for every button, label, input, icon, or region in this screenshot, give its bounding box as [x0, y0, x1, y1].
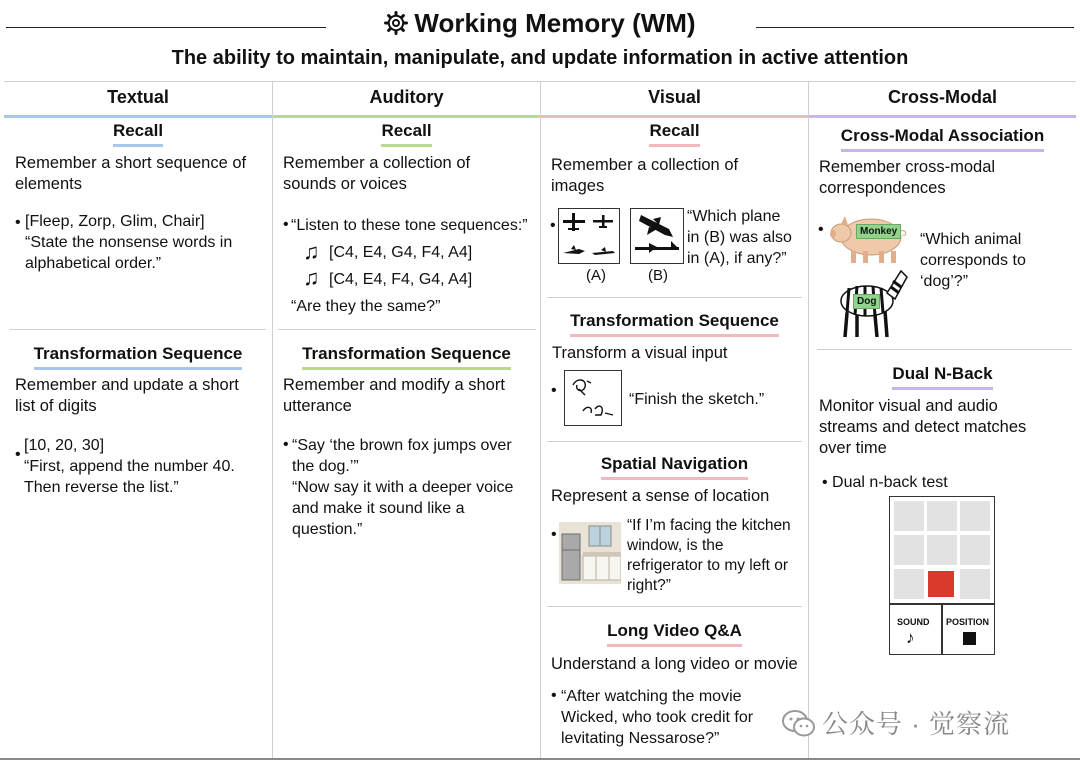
recall-description: Remember a collection of sounds or voices [283, 154, 471, 193]
section-divider [547, 441, 802, 442]
wechat-icon [782, 710, 816, 738]
column-bar-auditory [273, 115, 540, 118]
bullet: • [550, 217, 556, 234]
watermark [782, 704, 1010, 741]
label-tag-monkey: Monkey [856, 224, 901, 239]
grid-cell [894, 501, 924, 531]
bullet: • [283, 436, 289, 453]
section-title-association: Cross-Modal Association [809, 126, 1076, 152]
section-title-recall: Recall [273, 121, 540, 147]
table-bottom-rule [0, 758, 1080, 760]
header [0, 0, 1080, 80]
bullet: • [551, 382, 557, 399]
page-title-text: Working Memory (WM) [414, 8, 696, 38]
recall-example: [Fleep, Zorp, Glim, Chair] “State the nonsense words in alphabetical order.” [25, 213, 233, 272]
dual-nback-grid [889, 496, 995, 655]
section-divider [278, 329, 536, 330]
recall-description: Remember a collection of images [551, 156, 739, 195]
bullet: • [15, 214, 21, 231]
visual-column [541, 81, 808, 758]
sound-label: SOUND [897, 617, 930, 627]
section-title-recall: Recall [4, 121, 272, 147]
transformation-question: “Finish the sketch.” [629, 391, 765, 408]
recall-question: “Are they the same?” [291, 298, 441, 315]
recall-prompt: “Listen to these tone sequences:” [291, 217, 528, 234]
section-divider [10, 329, 266, 330]
grid-cell [894, 569, 924, 599]
spatial-question: “If I’m facing the kitchen window, is the refrigerator to my left or right?” [627, 517, 791, 594]
grid-cell [927, 501, 957, 531]
kitchen-image [559, 522, 621, 584]
music-note-icon: ♫ [303, 239, 320, 264]
section-title-transformation: Transformation Sequence [273, 344, 540, 370]
transformation-example: “Say ‘the brown fox jumps over the dog.’” “Now say it with a deeper voice and make it sound like a question.” [292, 437, 514, 538]
recall-description: Remember a short sequence of elements [15, 154, 247, 193]
page-subtitle: The ability to maintain, manipulate, and update information in active attention [171, 47, 909, 69]
auditory-column [273, 81, 540, 758]
spatial-description: Represent a sense of location [551, 487, 770, 505]
grid-cell [960, 569, 990, 599]
association-question: “Which animal corresponds to ‘dog’?” [920, 231, 1026, 290]
grid-cell [927, 535, 957, 565]
section-title-transformation: Transformation Sequence [541, 311, 808, 337]
watermark-text: 公众号 · 觉察流 [822, 709, 1011, 739]
section-title-dual-nback: Dual N-Back [809, 364, 1076, 390]
column-header-crossmodal: Cross-Modal [887, 87, 997, 107]
tone-sequence-1: [C4, E4, G4, F4, A4] [329, 244, 473, 261]
recall-question: “Which plane in (B) was also in (A), if any?” [687, 208, 792, 267]
image-label-b: (B) [648, 267, 668, 284]
section-title-transformation: Transformation Sequence [4, 344, 272, 370]
position-label: POSITION [946, 617, 990, 627]
airplanes-image-a [558, 208, 620, 264]
column-header-auditory: Auditory [369, 87, 444, 107]
grid-cell [960, 501, 990, 531]
bullet: • [551, 526, 557, 543]
column-header-visual: Visual [648, 87, 701, 107]
tone-sequence-2: [C4, E4, F4, G4, A4] [329, 271, 473, 288]
gear-icon [384, 11, 408, 35]
grid-cell [894, 535, 924, 565]
section-title-long-video: Long Video Q&A [541, 621, 808, 647]
section-title-spatial-navigation: Spatial Navigation [541, 454, 808, 480]
music-note-icon: ♫ [303, 265, 320, 290]
section-title-recall: Recall [541, 121, 808, 147]
grid-cell [960, 535, 990, 565]
column-bar-visual [541, 115, 808, 118]
bullet: • [818, 221, 824, 238]
grid-divider [941, 603, 943, 654]
page-title [0, 8, 1080, 39]
transformation-description: Remember and update a short list of digits [15, 376, 239, 415]
column-header-textual: Textual [107, 87, 169, 107]
image-label-a: (A) [586, 267, 606, 284]
crossmodal-column [809, 81, 1076, 758]
square-icon [963, 632, 976, 645]
nback-description: Monitor visual and audio streams and detect matches over time [819, 397, 1027, 457]
column-bar-crossmodal [809, 115, 1076, 118]
textual-column [4, 81, 272, 758]
association-description: Remember cross-modal correspondences [819, 158, 996, 197]
bullet: • [283, 216, 289, 233]
airplanes-image-b [630, 208, 684, 264]
section-divider [547, 606, 802, 607]
nback-example: • Dual n-back test [822, 474, 948, 491]
section-divider [817, 349, 1072, 350]
transformation-example: [10, 20, 30] “First, append the number 40. Then reverse the list.” [24, 437, 235, 496]
bullet: • [15, 446, 21, 463]
sketch-image [564, 370, 622, 426]
section-divider [547, 297, 802, 298]
grid-cell-active [928, 571, 954, 597]
transformation-description: Remember and modify a short utterance [283, 376, 505, 415]
music-note-icon: ♪ [906, 628, 915, 647]
label-tag-dog: Dog [853, 294, 880, 309]
transformation-description: Transform a visual input [552, 344, 728, 362]
column-bar-textual [4, 115, 272, 118]
video-description: Understand a long video or movie [551, 655, 798, 673]
bullet: • [551, 687, 557, 704]
video-question: “After watching the movie Wicked, who took credit for levitating Nessarose?” [561, 688, 754, 747]
